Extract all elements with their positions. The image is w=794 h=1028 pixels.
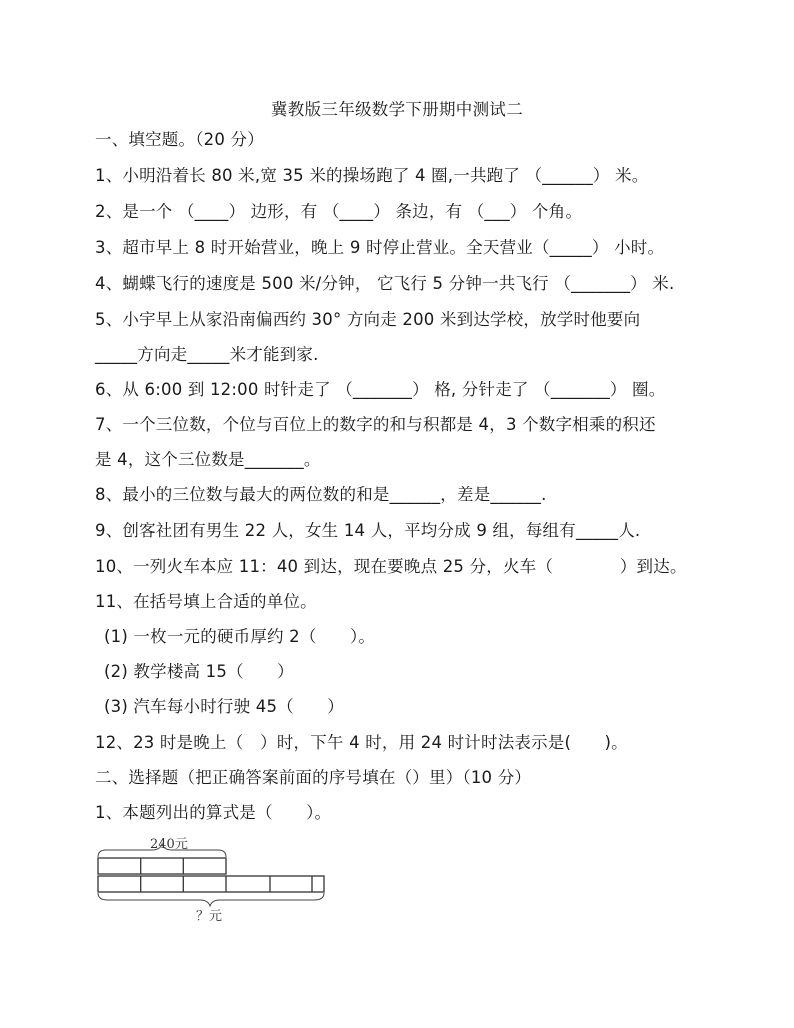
question-7-line2: 是 4，这个三位数是_______。 bbox=[95, 450, 321, 469]
question-10: 10、一列火车本应 11：40 到达，现在要晚点 25 分，火车（ ）到达。 bbox=[95, 557, 687, 576]
section2-heading: 二、选择题（把正确答案前面的序号填在（）里）（10 分） bbox=[95, 768, 532, 787]
top-bar-outline bbox=[98, 858, 226, 874]
top-bar bbox=[98, 858, 226, 874]
question-1: 1、小明沿着长 80 米,宽 35 米的操场跑了 4 圈,一共跑了 （______） 米。 bbox=[95, 166, 649, 185]
bottom-bar-outline bbox=[98, 876, 324, 892]
question-11-sub-3: (3) 汽车每小时行驶 45（ ） bbox=[104, 697, 344, 716]
question-12: 12、23 时是晚上（ ）时，下午 4 时，用 24 时计时法表示是( )。 bbox=[95, 733, 628, 752]
choice-question-1: 1、本题列出的算式是（ ）。 bbox=[95, 803, 332, 822]
section1-heading: 一、填空题。（20 分） bbox=[95, 130, 264, 149]
question-2: 2、是一个 （____） 边形，有 （____） 条边，有 （___） 个角。 bbox=[95, 202, 583, 221]
segment-diagram bbox=[92, 836, 332, 926]
question-7-line1: 7、一个三位数，个位与百位上的数字的和与积都是 4，3 个数字相乘的积还 bbox=[95, 415, 656, 434]
bottom-brace-label: ？元 bbox=[196, 909, 223, 924]
question-4: 4、蝴蝶飞行的速度是 500 米/分钟， 它飞行 5 分钟一共飞行 （_______） 米. bbox=[95, 274, 675, 293]
question-8: 8、最小的三位数与最大的两位数的和是______，差是______. bbox=[95, 485, 547, 504]
page-title: 冀教版三年级数学下册期中测试二 bbox=[271, 100, 523, 119]
bottom-brace bbox=[98, 893, 324, 906]
question-5-line1: 5、小宇早上从家沿南偏西约 30° 方向走 200 米到达学校，放学时他要向 bbox=[95, 310, 641, 329]
question-6: 6、从 6:00 到 12:00 时针走了 （_______） 格, 分针走了 （_______） 圈。 bbox=[95, 380, 666, 399]
question-9: 9、创客社团有男生 22 人，女生 14 人，平均分成 9 组，每组有_____人. bbox=[95, 521, 641, 540]
question-3: 3、超市早上 8 时开始营业，晚上 9 时停止营业。全天营业（_____） 小时。 bbox=[95, 238, 665, 257]
question-11-sub-2: (2) 教学楼高 15（ ） bbox=[104, 662, 294, 681]
question-11-sub-1: (1) 一枚一元的硬币厚约 2（ ）。 bbox=[104, 627, 376, 646]
top-brace-label: 240元 bbox=[150, 837, 188, 852]
question-5-line2: _____方向走_____米才能到家. bbox=[95, 345, 319, 364]
question-11: 11、在括号填上合适的单位。 bbox=[95, 592, 317, 611]
bottom-bar bbox=[98, 876, 324, 892]
